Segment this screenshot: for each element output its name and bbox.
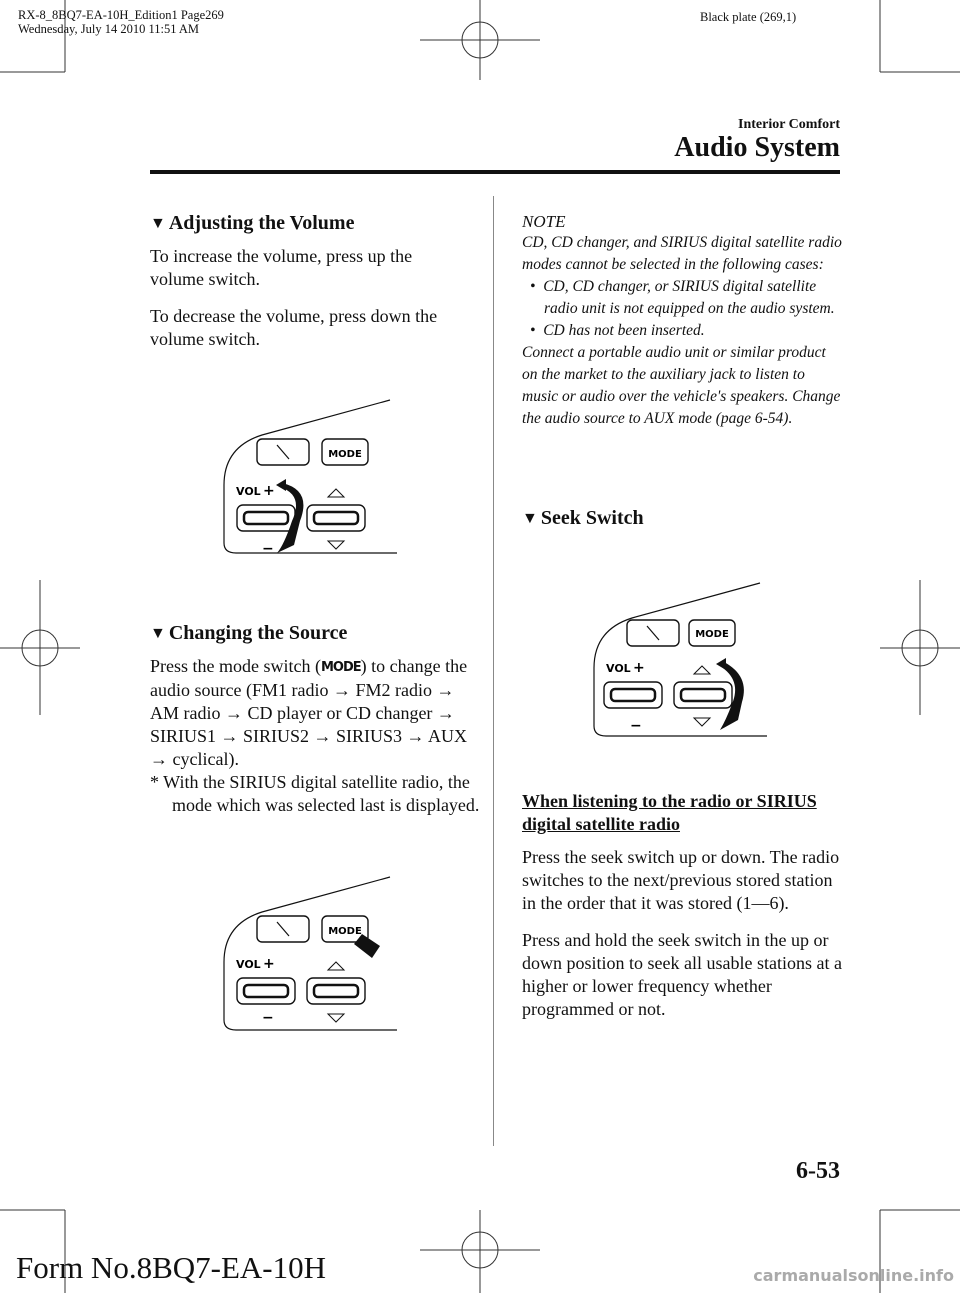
bullet-icon: •	[530, 322, 544, 339]
header-rule	[150, 170, 840, 174]
source-p1: Press the mode switch (MODE) to change the audio source (FM1 radio → FM2 radio → AM radio → CD player or CD changer → SIRIUS1 → SIRIUS2 → SIRIUS3 → AUX → cyclical).	[150, 656, 468, 769]
note-title: NOTE	[522, 212, 566, 231]
seek-subheading: When listening to the radio or SIRIUS digital satellite radio	[522, 791, 817, 834]
svg-text:+: +	[263, 956, 275, 972]
svg-text:VOL: VOL	[606, 662, 631, 675]
svg-text:+: +	[263, 483, 275, 499]
source-footnote: * With the SIRIUS digital satellite radio, the mode which was selected last is displayed.	[150, 772, 480, 815]
page-number: 6-53	[796, 1158, 840, 1184]
volume-p1: To increase the volume, press up the volume switch.	[150, 246, 413, 289]
note-block	[522, 212, 842, 430]
svg-text:+: +	[633, 660, 645, 676]
print-date: Wednesday, July 14 2010 11:51 AM	[18, 22, 200, 36]
steering-switch-seek-illustration	[592, 580, 772, 740]
seek-heading-block	[522, 507, 842, 530]
steering-switch-volume-illustration	[222, 395, 402, 560]
seek-p2: Press and hold the seek switch in the up or down position to seek all usable stations at a higher or lower frequency whether programmed or not.	[522, 930, 842, 1019]
volume-p2: To decrease the volume, press down the volume switch.	[150, 306, 438, 349]
triangle-icon: ▼	[150, 215, 166, 232]
section-title: Audio System	[674, 132, 840, 163]
form-number: Form No.8BQ7-EA-10H	[16, 1250, 326, 1285]
note-outro: Connect a portable audio unit or similar product on the market to the auxiliary jack to listen to music or audio over the vehicle's speakers. Change the audio source to AUX mode (page 6-54).	[522, 344, 841, 427]
note-intro: CD, CD changer, and SIRIUS digital satellite radio modes cannot be selected in the following cases:	[522, 234, 842, 273]
svg-text:−: −	[262, 541, 274, 557]
column-divider	[493, 196, 494, 1146]
svg-text:VOL: VOL	[236, 485, 261, 498]
section-category: Interior Comfort	[738, 117, 840, 132]
note-bullet-2: • CD has not been inserted.	[530, 322, 705, 339]
svg-text:MODE: MODE	[328, 926, 362, 937]
triangle-icon: ▼	[522, 510, 538, 527]
svg-text:MODE: MODE	[328, 449, 362, 460]
print-header	[18, 8, 224, 36]
mode-icon: MODE	[320, 660, 361, 675]
svg-text:−: −	[262, 1010, 274, 1026]
volume-heading: ▼ Adjusting the Volume	[150, 212, 355, 234]
volume-section	[150, 212, 470, 351]
seek-section	[522, 790, 842, 1021]
source-heading: ▼ Changing the Source	[150, 622, 348, 644]
seek-p1: Press the seek switch up or down. The radio switches to the next/previous stored station in the order that it was stored (1―6).	[522, 847, 840, 913]
note-bullet-1: • CD, CD changer, or SIRIUS digital satellite radio unit is not equipped on the audio system.	[530, 278, 835, 317]
bullet-icon: •	[530, 278, 544, 295]
watermark: carmanualsonline.info	[753, 1266, 954, 1285]
seek-heading: ▼ Seek Switch	[522, 507, 644, 529]
svg-text:MODE: MODE	[695, 629, 729, 640]
doc-id: RX-8_8BQ7-EA-10H_Edition1 Page269	[18, 8, 224, 22]
plate-label: Black plate (269,1)	[700, 10, 797, 24]
steering-switch-mode-illustration	[222, 872, 402, 1037]
triangle-icon: ▼	[150, 625, 166, 642]
svg-text:−: −	[630, 718, 642, 734]
svg-text:VOL: VOL	[236, 958, 261, 971]
source-section	[150, 622, 480, 817]
